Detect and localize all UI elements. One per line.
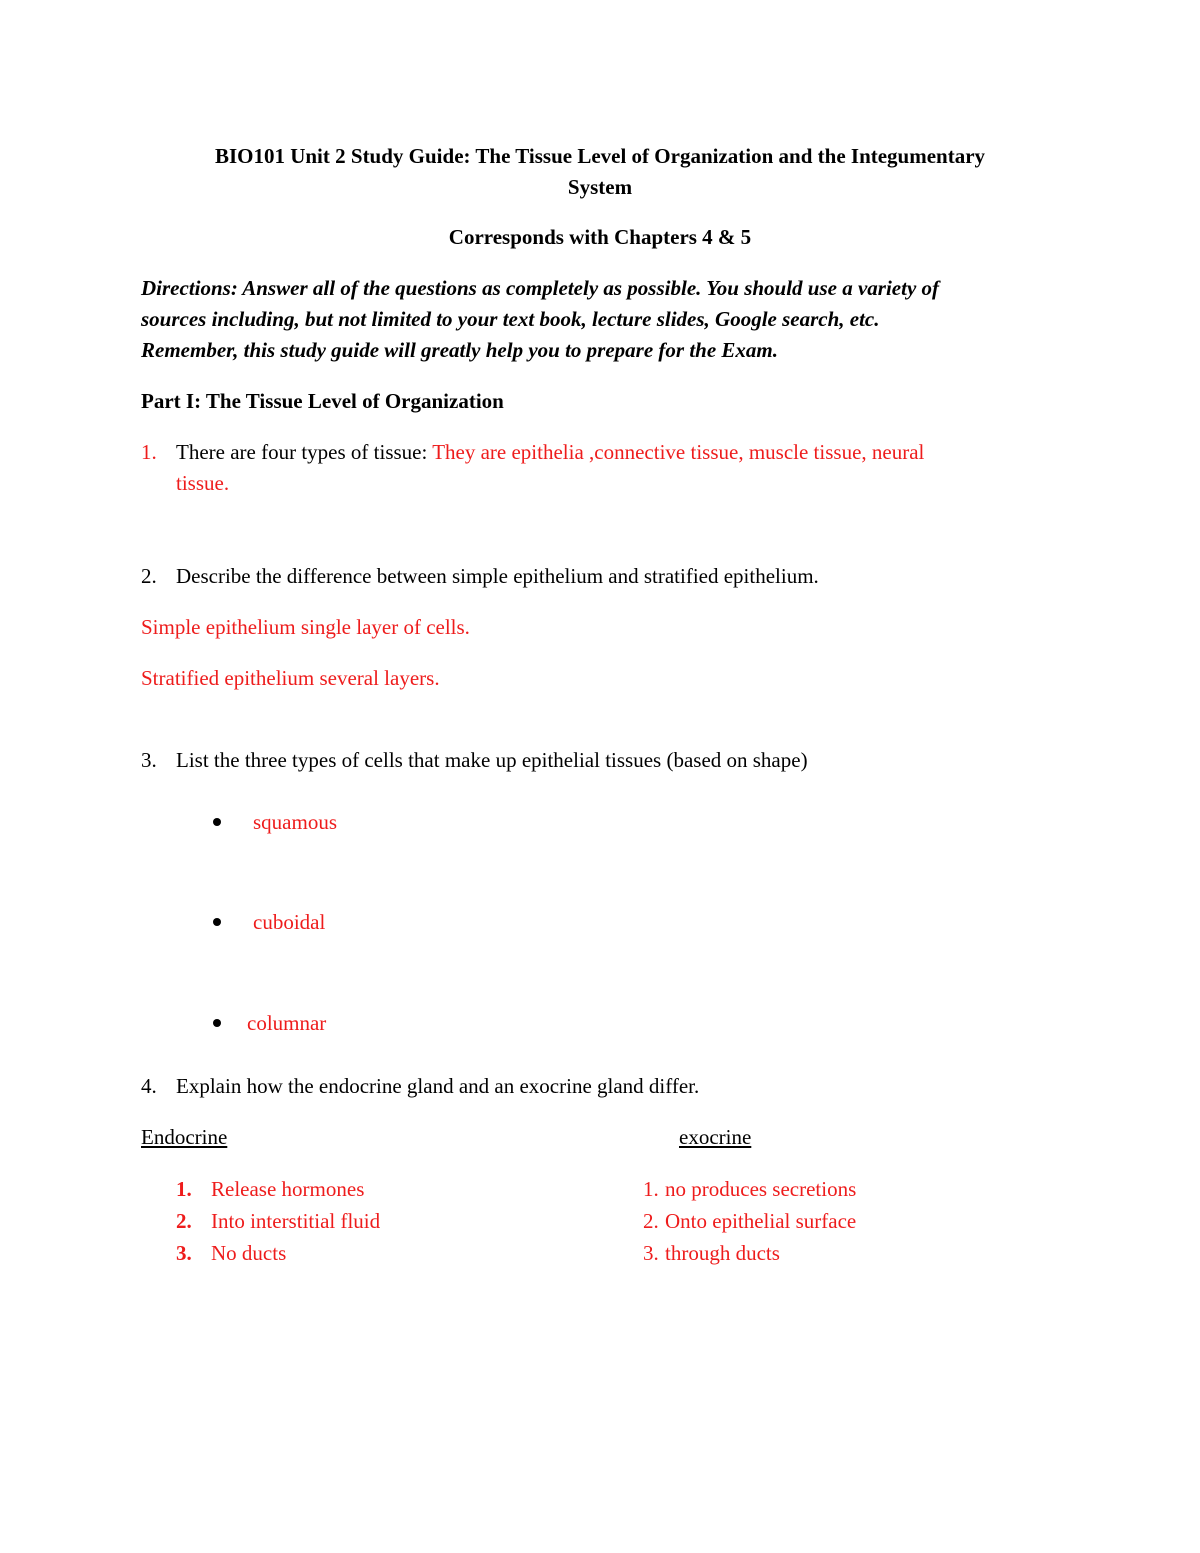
question-1-number: 1. <box>141 440 157 464</box>
exocrine-item-text: no produces secretions <box>665 1177 857 1201</box>
exocrine-item-number: 1. <box>643 1177 659 1201</box>
endocrine-item <box>176 1241 286 1266</box>
exocrine-item <box>643 1209 856 1234</box>
endocrine-item <box>176 1177 364 1202</box>
endocrine-heading: Endocrine <box>141 1125 228 1149</box>
question-3-bullet-2: cuboidal <box>253 910 326 934</box>
question-2-answer-2: Stratified epithelium several layers. <box>141 666 440 690</box>
exocrine-item-number: 3. <box>643 1241 659 1265</box>
directions-line-1: Directions: Answer all of the questions as completely as possible. You should use a variety of <box>141 276 940 300</box>
question-2-number: 2. <box>141 564 157 588</box>
question-4 <box>141 1074 699 1099</box>
endocrine-item-text: Into interstitial fluid <box>211 1209 381 1233</box>
question-1-answer: They are epithelia ,connective tissue, muscle tissue, neural <box>432 440 925 464</box>
exocrine-item-number: 2. <box>643 1209 659 1233</box>
endocrine-item-number: 3. <box>176 1241 192 1265</box>
endocrine-item-text: No ducts <box>211 1241 287 1265</box>
question-3 <box>141 748 808 773</box>
question-1 <box>141 440 924 465</box>
part1-heading: Part I: The Tissue Level of Organization <box>141 389 504 413</box>
exocrine-item <box>643 1241 780 1266</box>
endocrine-item-number: 2. <box>176 1209 192 1233</box>
bullet-icon <box>213 818 221 826</box>
question-4-prompt: Explain how the endocrine gland and an exocrine gland differ. <box>176 1074 700 1098</box>
directions-line-2: sources including, but not limited to your text book, lecture slides, Google search, etc. <box>141 307 880 331</box>
question-2-prompt: Describe the difference between simple epithelium and stratified epithelium. <box>176 564 819 588</box>
question-3-prompt: List the three types of cells that make up epithelial tissues (based on shape) <box>176 748 808 772</box>
bullet-icon <box>213 1019 221 1027</box>
question-1-prompt: There are four types of tissue: <box>176 440 433 464</box>
bullet-icon <box>213 918 221 926</box>
endocrine-item <box>176 1209 380 1234</box>
page-title-continued: System <box>567 175 633 199</box>
exocrine-item-text: through ducts <box>665 1241 780 1265</box>
exocrine-heading: exocrine <box>679 1125 752 1149</box>
exocrine-item <box>643 1177 856 1202</box>
question-3-bullet-3: columnar <box>247 1011 327 1035</box>
exocrine-item-text: Onto epithelial surface <box>665 1209 857 1233</box>
question-1-answer-continued: tissue. <box>176 471 230 495</box>
question-2-answer-1: Simple epithelium single layer of cells. <box>141 615 470 639</box>
endocrine-item-number: 1. <box>176 1177 192 1201</box>
question-4-number: 4. <box>141 1074 157 1098</box>
page-title: BIO101 Unit 2 Study Guide: The Tissue Level of Organization and the Integumentary <box>214 144 986 168</box>
endocrine-item-text: Release hormones <box>211 1177 365 1201</box>
question-2 <box>141 564 819 589</box>
question-3-number: 3. <box>141 748 157 772</box>
question-3-bullet-1: squamous <box>253 810 337 834</box>
page-subtitle: Corresponds with Chapters 4 & 5 <box>448 225 752 249</box>
directions-line-3: Remember, this study guide will greatly help you to prepare for the Exam. <box>141 338 779 362</box>
